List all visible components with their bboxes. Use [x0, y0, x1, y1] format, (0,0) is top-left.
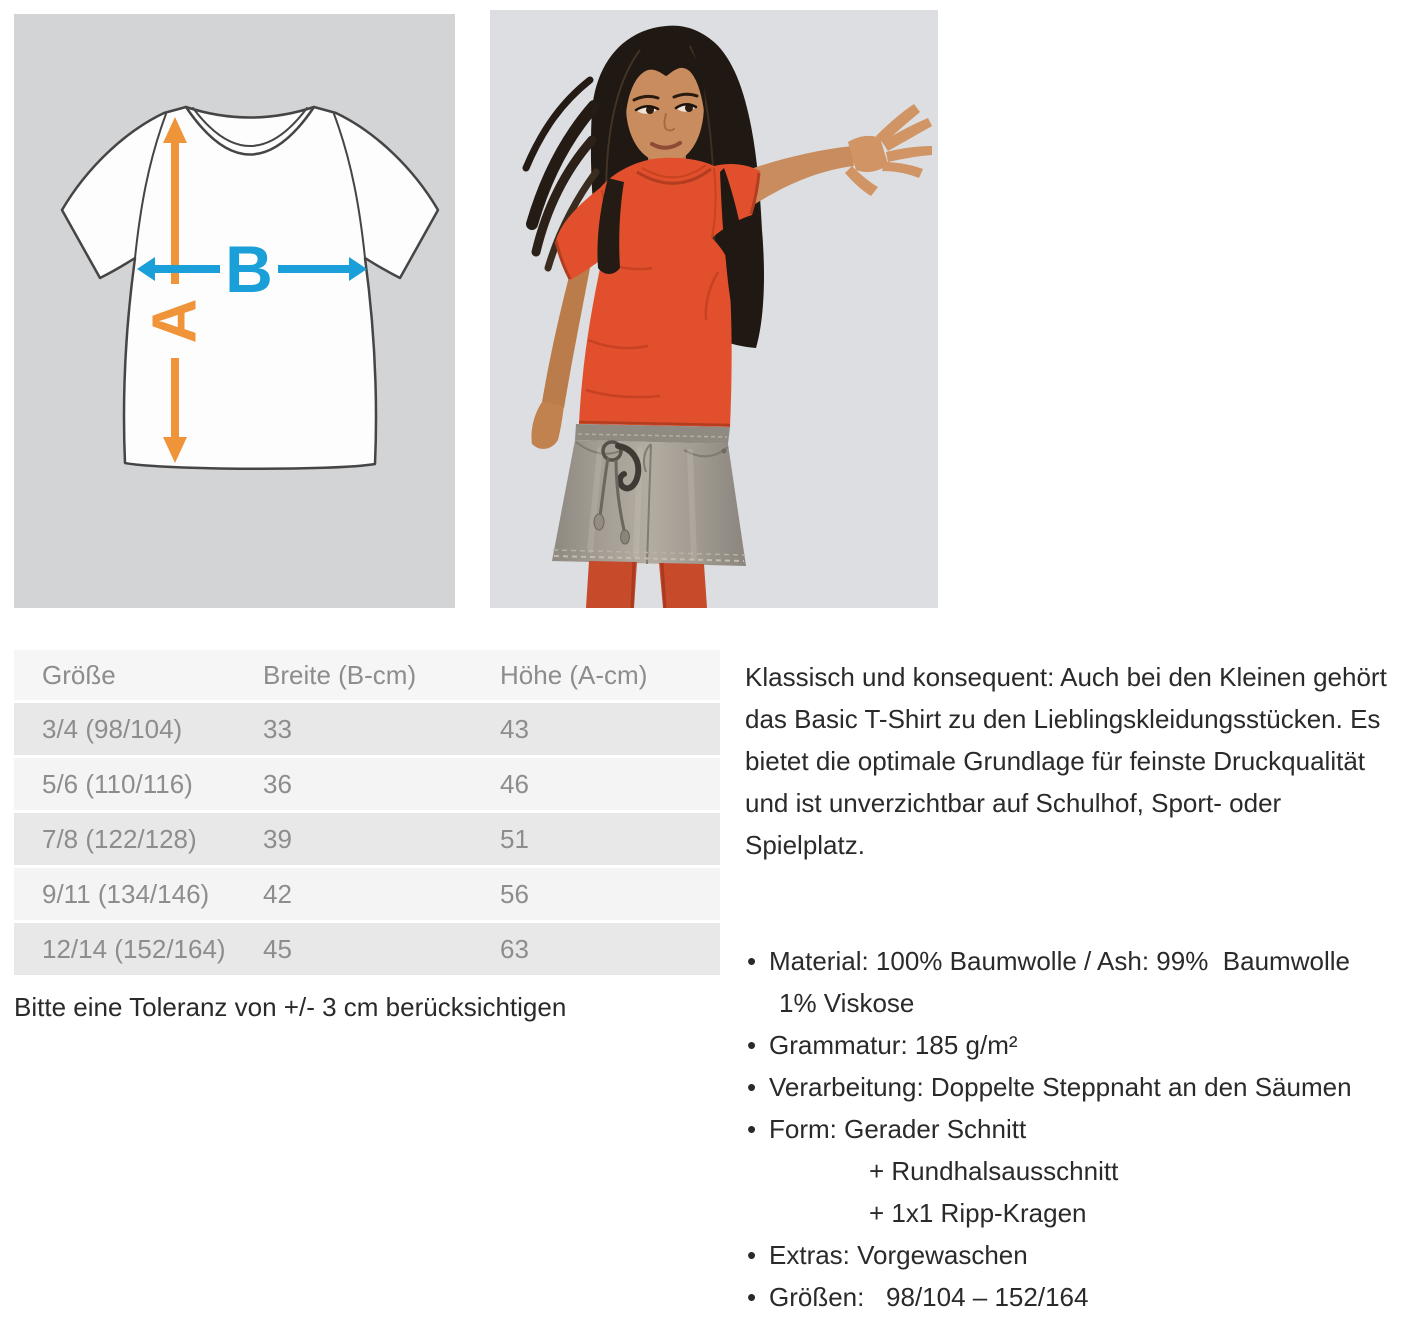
- size-table: [14, 650, 720, 978]
- size-table-header-row: [14, 650, 720, 700]
- header-breite: Breite (B-cm): [263, 659, 417, 690]
- spec-line: 1% Viskose: [779, 988, 915, 1018]
- header-groesse: Größe: [42, 659, 116, 690]
- cell-size: 12/14 (152/164): [42, 933, 226, 964]
- cell-breite: 42: [263, 878, 292, 909]
- size-diagram-svg: [14, 14, 455, 608]
- product-photo-svg: [490, 10, 938, 608]
- spec-item-material: [745, 940, 1407, 1024]
- spec-line: • Grammatur: 185 g/m²: [769, 1030, 1018, 1060]
- spec-line: + Rundhalsausschnitt: [869, 1156, 1119, 1186]
- cell-hoehe: 46: [500, 768, 529, 799]
- size-table-row: [14, 868, 720, 920]
- spec-item-form: [745, 1108, 1407, 1234]
- cell-size: 5/6 (110/116): [42, 768, 193, 799]
- spec-item-groessen: [745, 1276, 1407, 1318]
- cell-hoehe: 56: [500, 878, 529, 909]
- cell-hoehe: 43: [500, 713, 529, 744]
- cell-hoehe: 51: [500, 823, 529, 854]
- spec-line: • Material: 100% Baumwolle / Ash: 99% Baumwolle: [769, 946, 1350, 976]
- size-table-row: [14, 813, 720, 865]
- spec-line: • Verarbeitung: Doppelte Steppnaht an den Säumen: [769, 1072, 1352, 1102]
- spec-item-extras: [745, 1234, 1407, 1276]
- cell-breite: 36: [263, 768, 292, 799]
- spec-line: • Extras: Vorgewaschen: [769, 1240, 1028, 1270]
- product-photo: [490, 10, 938, 608]
- description-paragraph: Klassisch und konsequent: Auch bei den Kleinen gehört das Basic T-Shirt zu den Lieblingskleidungsstücken. Es bietet die optimale Grundlage für feinste Druckqualität und ist unverzichtbar auf Schulhof, Sport- oder Spielplatz.: [745, 662, 1387, 860]
- cell-breite: 39: [263, 823, 292, 854]
- spec-line: • Größen: 98/104 – 152/164: [769, 1282, 1089, 1312]
- cell-breite: 45: [263, 933, 292, 964]
- cell-size: 9/11 (134/146): [42, 878, 210, 909]
- size-table-row: [14, 703, 720, 755]
- size-diagram: [14, 14, 455, 608]
- spec-list: [745, 940, 1407, 1318]
- spec-item-grammatur: [745, 1024, 1407, 1066]
- tolerance-note: Bitte eine Toleranz von +/- 3 cm berücksichtigen: [14, 992, 567, 1022]
- denim-skirt-graphic: [552, 424, 746, 566]
- cell-hoehe: 63: [500, 933, 529, 964]
- spec-item-verarbeitung: [745, 1066, 1407, 1108]
- label-a: A: [140, 298, 210, 344]
- spec-line: • Form: Gerader Schnitt: [769, 1114, 1027, 1144]
- product-description: [745, 656, 1407, 1318]
- size-table-row: [14, 758, 720, 810]
- label-b: B: [225, 232, 273, 306]
- size-table-row: [14, 923, 720, 975]
- cell-breite: 33: [263, 713, 292, 744]
- cell-size: 7/8 (122/128): [42, 823, 197, 854]
- cell-size: 3/4 (98/104): [42, 713, 183, 744]
- header-hoehe: Höhe (A-cm): [500, 659, 648, 690]
- spec-line: + 1x1 Ripp-Kragen: [869, 1198, 1087, 1228]
